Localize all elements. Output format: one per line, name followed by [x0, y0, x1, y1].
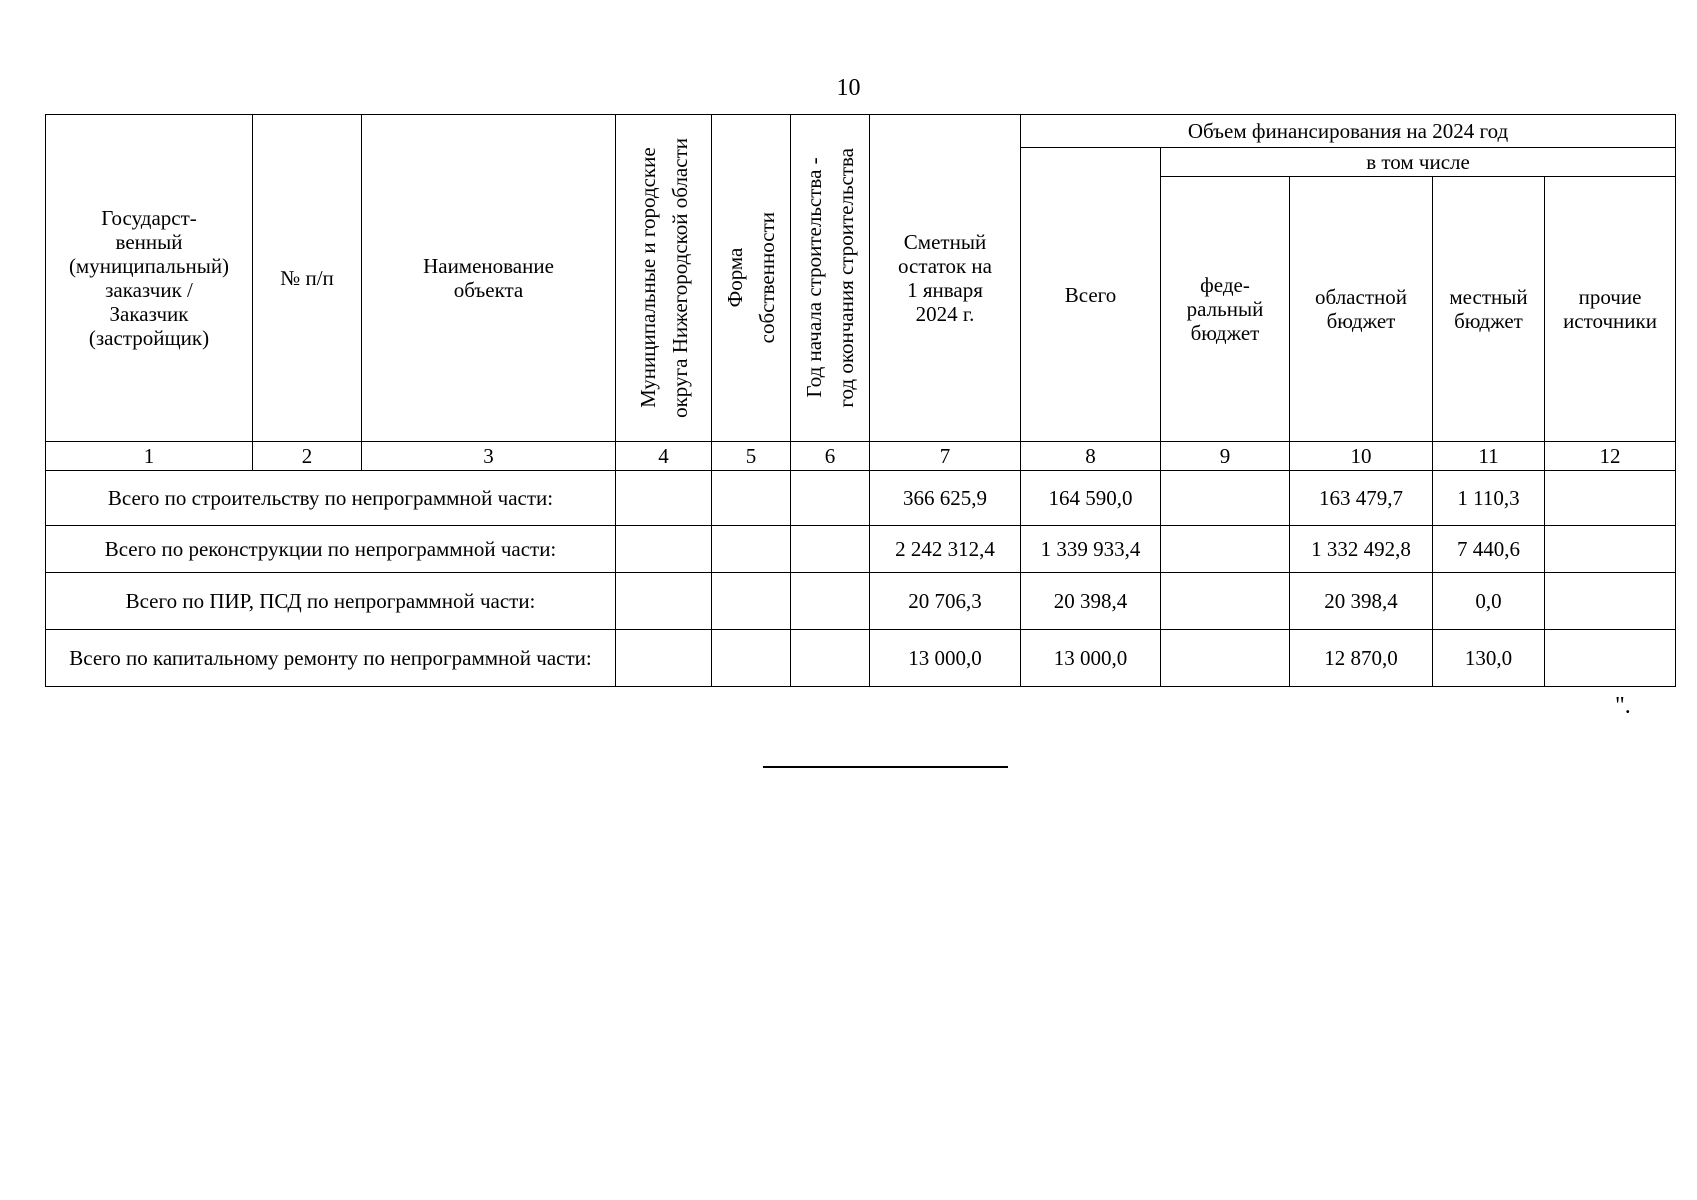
table-row	[46, 630, 1676, 687]
cell-local: 0,0	[1433, 573, 1545, 630]
column-number: 6	[791, 442, 870, 471]
column-number: 10	[1290, 442, 1433, 471]
header-balance: Сметный остаток на 1 января 2024 г.	[870, 115, 1021, 442]
cell-empty	[712, 573, 791, 630]
header-total: Всего	[1021, 148, 1161, 442]
cell-empty	[616, 526, 712, 573]
column-number: 12	[1545, 442, 1676, 471]
cell-empty	[791, 526, 870, 573]
cell-federal	[1161, 526, 1290, 573]
cell-other	[1545, 526, 1676, 573]
cell-empty	[616, 630, 712, 687]
table-row	[46, 471, 1676, 526]
header-federal: феде- ральный бюджет	[1161, 177, 1290, 442]
column-numbers-row	[46, 442, 1676, 471]
header-local: местный бюджет	[1433, 177, 1545, 442]
cell-regional: 163 479,7	[1290, 471, 1433, 526]
column-number: 7	[870, 442, 1021, 471]
cell-balance: 20 706,3	[870, 573, 1021, 630]
financing-table	[45, 114, 1676, 687]
column-number: 8	[1021, 442, 1161, 471]
cell-empty	[712, 526, 791, 573]
cell-local: 1 110,3	[1433, 471, 1545, 526]
cell-regional: 12 870,0	[1290, 630, 1433, 687]
column-number: 4	[616, 442, 712, 471]
page-number: 10	[836, 75, 861, 101]
header-financing: Объем финансирования на 2024 год	[1021, 115, 1676, 148]
cell-empty	[616, 471, 712, 526]
header-name: Наименование объекта	[362, 115, 616, 442]
table-row	[46, 526, 1676, 573]
header-row-top	[46, 115, 1676, 148]
header-ownership: Форма собственности	[712, 115, 791, 442]
table-row	[46, 573, 1676, 630]
column-number: 2	[253, 442, 362, 471]
row-label: Всего по капитальному ремонту по непрограммной части:	[46, 630, 616, 687]
cell-total: 20 398,4	[1021, 573, 1161, 630]
cell-regional: 20 398,4	[1290, 573, 1433, 630]
header-num: № п/п	[253, 115, 362, 442]
cell-empty	[791, 630, 870, 687]
cell-federal	[1161, 630, 1290, 687]
cell-other	[1545, 630, 1676, 687]
column-number: 11	[1433, 442, 1545, 471]
header-customer: Государст- венный (муниципальный) заказчик / Заказчик (застройщик)	[46, 115, 253, 442]
column-number: 5	[712, 442, 791, 471]
cell-other	[1545, 471, 1676, 526]
cell-empty	[616, 573, 712, 630]
cell-total: 164 590,0	[1021, 471, 1161, 526]
cell-federal	[1161, 573, 1290, 630]
cell-total: 1 339 933,4	[1021, 526, 1161, 573]
cell-empty	[712, 630, 791, 687]
column-number: 9	[1161, 442, 1290, 471]
cell-empty	[791, 471, 870, 526]
header-municipal: Муниципальные и городские округа Нижегородской области	[616, 115, 712, 442]
header-regional: областной бюджет	[1290, 177, 1433, 442]
column-number: 3	[362, 442, 616, 471]
cell-empty	[791, 573, 870, 630]
row-label: Всего по реконструкции по непрограммной части:	[46, 526, 616, 573]
header-years: Год начала строительства - год окончания строительства	[791, 115, 870, 442]
closing-quote-mark: ".	[1615, 693, 1631, 719]
end-divider-line	[763, 766, 1008, 768]
cell-regional: 1 332 492,8	[1290, 526, 1433, 573]
header-other: прочие источники	[1545, 177, 1676, 442]
header-including: в том числе	[1161, 148, 1676, 177]
cell-empty	[712, 471, 791, 526]
cell-balance: 2 242 312,4	[870, 526, 1021, 573]
cell-federal	[1161, 471, 1290, 526]
row-label: Всего по ПИР, ПСД по непрограммной части:	[46, 573, 616, 630]
cell-other	[1545, 573, 1676, 630]
cell-local: 130,0	[1433, 630, 1545, 687]
cell-total: 13 000,0	[1021, 630, 1161, 687]
row-label: Всего по строительству по непрограммной части:	[46, 471, 616, 526]
cell-balance: 13 000,0	[870, 630, 1021, 687]
cell-local: 7 440,6	[1433, 526, 1545, 573]
column-number: 1	[46, 442, 253, 471]
cell-balance: 366 625,9	[870, 471, 1021, 526]
